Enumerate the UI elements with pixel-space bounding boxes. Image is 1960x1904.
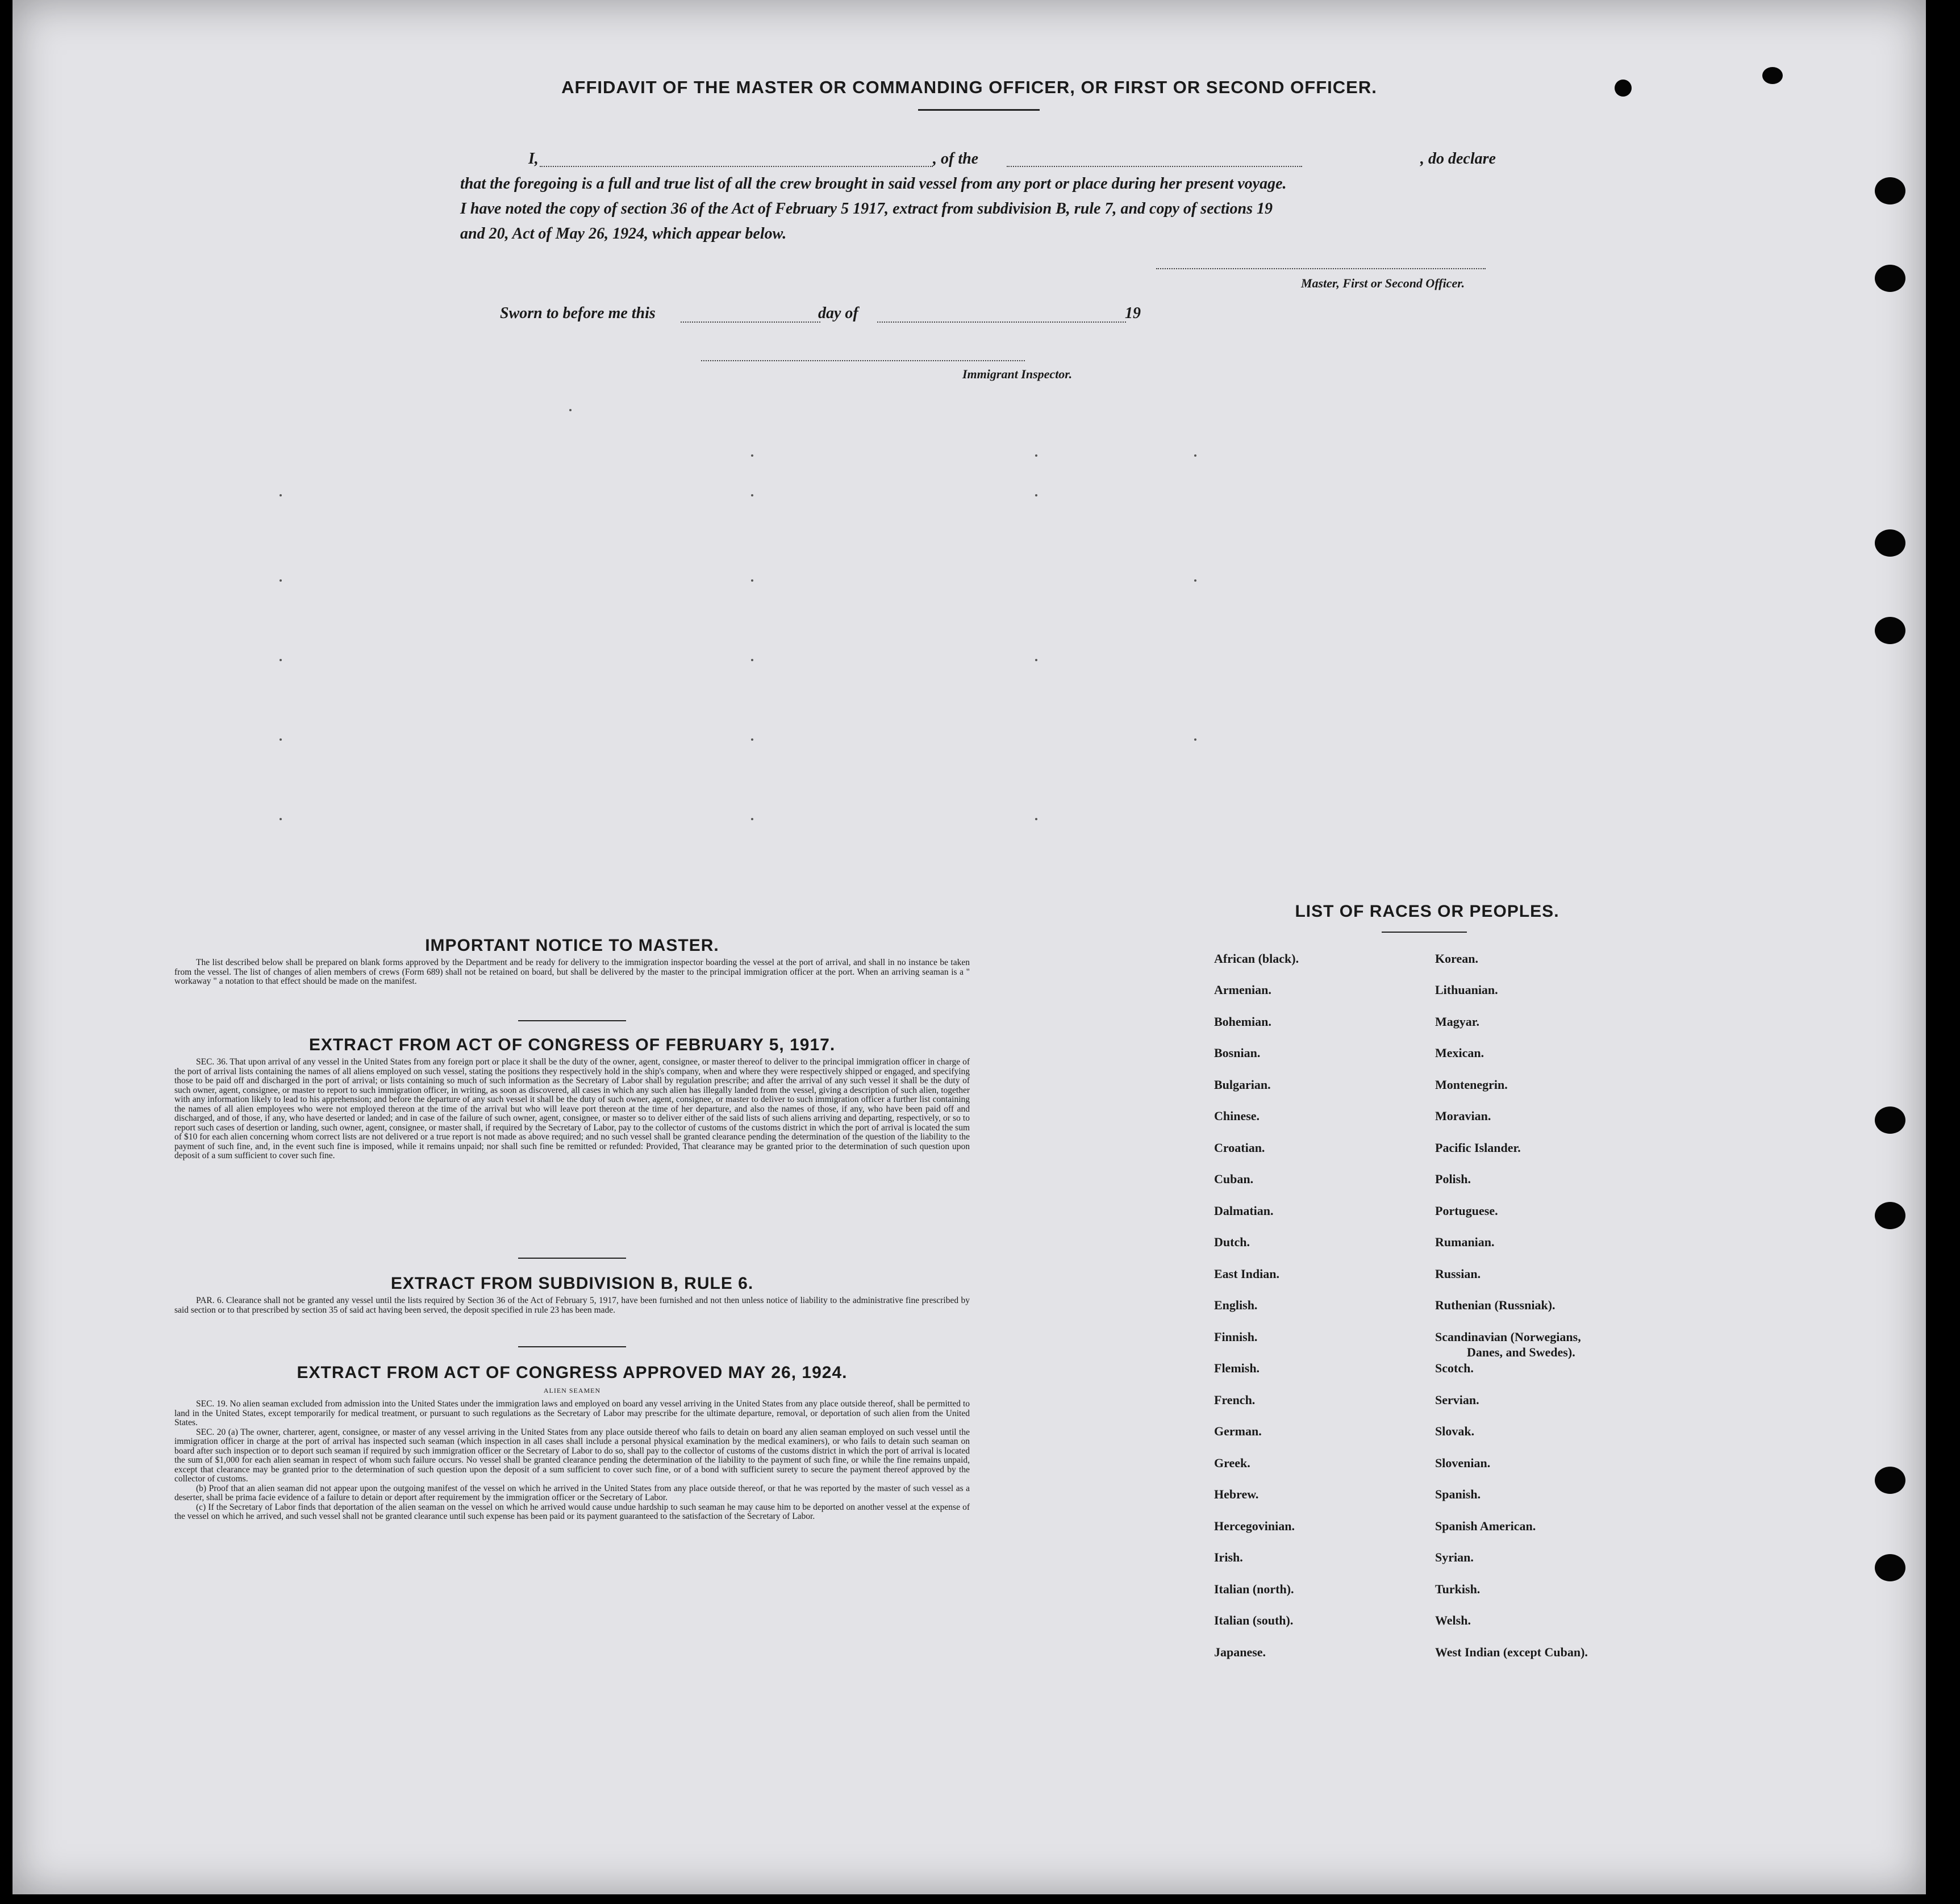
extract-1917-title: EXTRACT FROM ACT OF CONGRESS OF FEBRUARY 5, 1917. xyxy=(308,1035,836,1054)
race-right: Scandinavian (Norwegians, xyxy=(1435,1330,1581,1344)
mark xyxy=(1194,454,1196,457)
mark xyxy=(280,494,282,496)
mark xyxy=(280,659,282,661)
sworn-month-line[interactable] xyxy=(877,321,1126,323)
race-left: Bohemian. xyxy=(1214,1014,1271,1029)
extract-rule-rule xyxy=(518,1346,626,1347)
race-right: Ruthenian (Russniak). xyxy=(1435,1298,1556,1312)
title-rule xyxy=(918,109,1040,111)
declaration-line-3: I have noted the copy of section 36 of the Act of February 5 1917, extract from subdivision B, rule 7, and copy of sections 19 xyxy=(460,200,1273,218)
notice-rule xyxy=(518,1020,626,1021)
declaration-block xyxy=(460,147,1523,247)
binder-hole xyxy=(1875,529,1905,557)
master-signature-label: Master, First or Second Officer. xyxy=(1301,276,1465,290)
declaration-of-the: , of the xyxy=(933,150,979,168)
binder-hole xyxy=(1875,1554,1905,1581)
inspector-signature-line[interactable] xyxy=(701,360,1025,361)
extract-1917-rule xyxy=(518,1258,626,1259)
race-right: Syrian. xyxy=(1435,1550,1474,1564)
binder-hole xyxy=(1875,617,1905,644)
race-right: Lithuanian. xyxy=(1435,983,1498,997)
race-right: Servian. xyxy=(1435,1393,1479,1407)
race-left: Finnish. xyxy=(1214,1330,1258,1344)
race-right: Portuguese. xyxy=(1435,1204,1498,1218)
extract-rule-title: EXTRACT FROM SUBDIVISION B, RULE 6. xyxy=(390,1274,754,1293)
race-left: Greek. xyxy=(1214,1456,1250,1470)
race-left: African (black). xyxy=(1214,951,1299,966)
race-left: Japanese. xyxy=(1214,1645,1266,1659)
mark xyxy=(751,738,753,741)
inspector-signature-label: Immigrant Inspector. xyxy=(962,367,1073,381)
race-left: Hercegovinian. xyxy=(1214,1519,1295,1533)
sec20c-text: (c) If the Secretary of Labor finds that deportation of the alien seaman on the vessel on which he arrived would cause undue hardship to such seaman he may cause him to be deported on another vessel at the expense of the vessel on which he arrived, and such vessel shall not be granted clearance until such expense has been paid or its payment guaranteed to the satisfaction of the Secretary of Labor. xyxy=(174,1502,970,1521)
mark xyxy=(1035,454,1037,457)
race-left: English. xyxy=(1214,1298,1258,1312)
race-left: German. xyxy=(1214,1424,1262,1438)
race-right: Moravian. xyxy=(1435,1109,1491,1123)
mark xyxy=(751,579,753,582)
declaration-line-1 xyxy=(460,147,1523,172)
race-left: Italian (south). xyxy=(1214,1613,1294,1627)
notice-title: IMPORTANT NOTICE TO MASTER. xyxy=(425,936,719,955)
mark xyxy=(1194,738,1196,741)
sworn-day-line[interactable] xyxy=(681,321,820,323)
extract-rule-body: PAR. 6. Clearance shall not be granted any vessel until the lists required by Section 36 of the Act of February 5, 1917, have been furnished and not then unless notice of liability to the administrative fine prescribed by said section or to that prescribed by section 35 of said act having been served, the deposit specified in rule 23 has been made. xyxy=(174,1296,970,1315)
sworn-year: 19 xyxy=(1125,304,1141,322)
race-left: Dutch. xyxy=(1214,1235,1250,1249)
mark xyxy=(1035,494,1037,496)
declaration-line-2: that the foregoing is a full and true list of all the crew brought in said vessel from any port or place during her present voyage. xyxy=(460,175,1287,193)
notice-body: The list described below shall be prepared on blank forms approved by the Department and be ready for delivery to the immigration inspector boarding the vessel at the port of arrival, and shall in no instance be taken from the vessel. The list of changes of alien members of crews (Form 689) shall not be retained on board, but shall be delivered by the master to the principal immigration officer at the port. When an arriving seaman is a " workaway " a notation to that effect should be made on the manifest. xyxy=(174,958,970,986)
binder-hole xyxy=(1875,1107,1905,1134)
race-left: Chinese. xyxy=(1214,1109,1260,1123)
race-left: Cuban. xyxy=(1214,1172,1254,1186)
sworn-label: Sworn to before me this xyxy=(500,304,656,322)
race-right-continuation: Danes, and Swedes). xyxy=(1467,1345,1575,1359)
extract-1924-title: EXTRACT FROM ACT OF CONGRESS APPROVED MAY 26, 1924. xyxy=(297,1363,848,1382)
race-right: Montenegrin. xyxy=(1435,1078,1508,1092)
race-right: Mexican. xyxy=(1435,1046,1484,1060)
name-field-line[interactable] xyxy=(540,166,933,167)
race-right: Polish. xyxy=(1435,1172,1471,1186)
stain-mark xyxy=(1615,80,1632,97)
binder-hole xyxy=(1875,1202,1905,1229)
race-left: Bosnian. xyxy=(1214,1046,1261,1060)
mark xyxy=(280,579,282,582)
mark xyxy=(751,659,753,661)
affidavit-title: AFFIDAVIT OF THE MASTER OR COMMANDING OFFICER, OR FIRST OR SECOND OFFICER. xyxy=(561,77,1377,97)
binder-hole xyxy=(1875,177,1905,204)
race-right: Magyar. xyxy=(1435,1014,1480,1029)
binder-hole xyxy=(1875,265,1905,292)
races-title: LIST OF RACES OR PEOPLES. xyxy=(1295,902,1559,921)
master-signature-line[interactable] xyxy=(1156,268,1486,269)
sec19-text: SEC. 19. No alien seaman excluded from admission into the United States under the immigration laws and employed on board any vessel arriving in the United States from any place outside thereof, shall be permitted to land in the United States, except temporarily for medical treatment, or pursuant to such regulations as the Secretary of Labor may prescribe for the ultimate departure, removal, or deportation of such alien from the United States. xyxy=(174,1399,970,1427)
race-left: French. xyxy=(1214,1393,1256,1407)
stain-mark xyxy=(1762,67,1783,84)
race-left: Armenian. xyxy=(1214,983,1271,997)
race-right: Korean. xyxy=(1435,951,1478,966)
sec20b-text: (b) Proof that an alien seaman did not appear upon the outgoing manifest of the vessel on which he arrived in the United States from any place outside thereof, or that he was reported by the master of such vessel as a deserter, shall be prima facie evidence of a failure to detain or deport after requirement by the immigration officer or the Secretary of Labor. xyxy=(174,1483,970,1502)
declaration-do-declare: , do declare xyxy=(1420,150,1496,168)
race-right: Scotch. xyxy=(1435,1361,1474,1375)
race-right: Welsh. xyxy=(1435,1613,1471,1627)
mark xyxy=(569,409,572,411)
race-left: Dalmatian. xyxy=(1214,1204,1274,1218)
mark xyxy=(280,738,282,741)
mark xyxy=(1035,818,1037,820)
declaration-i: I, xyxy=(528,150,539,168)
race-left: East Indian. xyxy=(1214,1267,1279,1281)
race-right: Rumanian. xyxy=(1435,1235,1495,1249)
mark xyxy=(1194,579,1196,582)
race-right: West Indian (except Cuban). xyxy=(1435,1645,1588,1659)
race-left: Hebrew. xyxy=(1214,1487,1259,1501)
race-left: Flemish. xyxy=(1214,1361,1260,1375)
race-left: Irish. xyxy=(1214,1550,1243,1564)
mark xyxy=(751,454,753,457)
mark xyxy=(280,818,282,820)
vessel-field-line[interactable] xyxy=(1007,166,1302,167)
extract-1917-body: SEC. 36. That upon arrival of any vessel in the United States from any foreign port or place it shall be the duty of the owner, agent, consignee, or master thereof to deliver to the principal immigration officer in charge of the port of arrival lists containing the names of all aliens employed on such vessel, stating the positions they respectively hold in the ship's company, when and where they were respectively shipped or engaged, and specifying those to be paid off and discharged in the port of arrival; or lists containing so much of such information as the Secretary of Labor shall by regulation prescribe; and after the arrival of any such vessel it shall be the duty of such owner, agent, consignee, or master to report to such immigration officer, in writing, as soon as discovered, all cases in which any such alien has illegally landed from the vessel, giving a description of such alien, together with any information likely to lead to his apprehension; and before the departure of any such vessel it shall be the duty of such owner, agent, consignee, or master to deliver to such immigration officer a further list containing the names of all alien employees who were not employed thereon at the time of the arrival but who will leave port thereon at the time of her departure, and also the names of those, if any, who have been paid off and discharged, and of those, if any, who have deserted or landed; and in case of the failure of such owner, agent, consignee, or master so to deliver either of the said lists of such aliens arriving and departing, respectively, or so to report such cases of desertion or landing, such owner, agent, consignee, or master shall, if required by the Secretary of Labor, pay to the collector of customs of the customs district in which the port of arrival is located the sum of $10 for each alien concerning whom correct lists are not delivered or a true report is not made as above required; and no such vessel shall be granted clearance pending the determination of the question of the liability to the payment of such fine, and, in the event such fine is imposed, while it remains unpaid; nor shall such fine be remitted or refunded: Provided, That clearance may be granted prior to the determination of such question upon deposit of a sum sufficient to cover such fine. xyxy=(174,1057,970,1160)
mark xyxy=(751,818,753,820)
sec20a-text: SEC. 20 (a) The owner, charterer, agent, consignee, or master of any vessel arriving in the United States from any place outside thereof who fails to detain on board any alien seaman employed on such vessel until the immigration officer in charge at the port of arrival has inspected such seaman (which inspection in all cases shall include a personal physical examination by the medical examiners), or who fails to detain such seaman on board after such inspection or to deport such seaman if required by such immigration officer or the Secretary of Labor to do so, shall pay to the collector of customs of the customs district in which the port of arrival is located the sum of $1,000 for each alien seaman in respect of whom such failure occurs. No vessel shall be granted clearance pending the determination of the liability to the payment of such fine, or while the fine remains unpaid, except that clearance may be granted prior to the determination of such question upon the deposit of a sum sufficient to cover such fine, or of a bond with sufficient surety to secure the payment thereof approved by the collector of customs. xyxy=(174,1427,970,1484)
race-right: Slovak. xyxy=(1435,1424,1475,1438)
mark xyxy=(1035,659,1037,661)
races-rule xyxy=(1382,932,1467,933)
sworn-day-of: day of xyxy=(818,304,858,322)
extract-1924-body xyxy=(174,1400,970,1522)
race-left: Bulgarian. xyxy=(1214,1078,1271,1092)
document-sheet xyxy=(12,0,1926,1894)
extract-1924-subtitle: ALIEN SEAMEN xyxy=(543,1387,601,1394)
race-right: Russian. xyxy=(1435,1267,1481,1281)
race-right: Turkish. xyxy=(1435,1582,1481,1596)
race-left: Italian (north). xyxy=(1214,1582,1294,1596)
declaration-line-4: and 20, Act of May 26, 1924, which appear below. xyxy=(460,225,787,243)
race-left: Croatian. xyxy=(1214,1141,1265,1155)
mark xyxy=(751,494,753,496)
race-right: Spanish American. xyxy=(1435,1519,1536,1533)
race-right: Spanish. xyxy=(1435,1487,1481,1501)
race-right: Slovenian. xyxy=(1435,1456,1491,1470)
race-right: Pacific Islander. xyxy=(1435,1141,1521,1155)
sworn-line xyxy=(500,304,1182,327)
binder-hole xyxy=(1875,1467,1905,1494)
